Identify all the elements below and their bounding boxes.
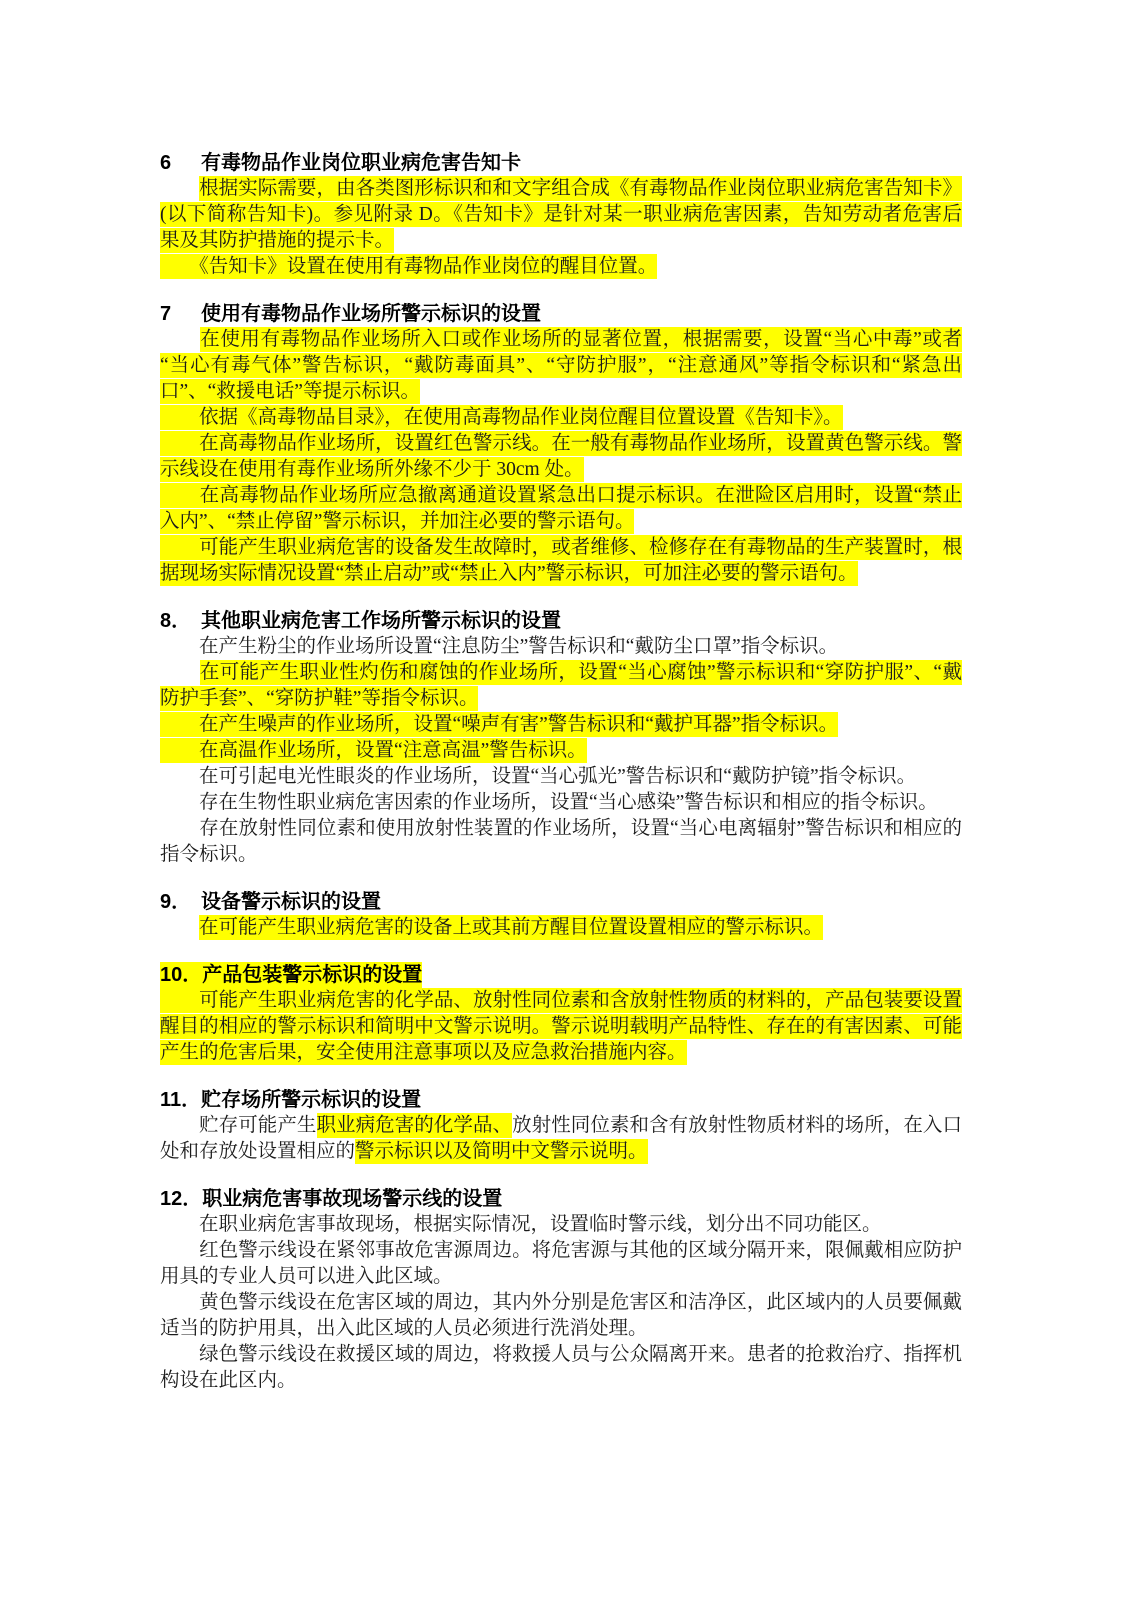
section-title: 贮存场所警示标识的设置 bbox=[201, 1089, 422, 1111]
paragraph bbox=[160, 431, 962, 483]
paragraph bbox=[160, 816, 962, 868]
document-content bbox=[160, 150, 962, 1415]
text-segment: 存在放射性同位素和使用放射性装置的作业场所，设置“当心电离辐射”警告标识和相应的指令标识。 bbox=[160, 818, 962, 865]
text-segment: 贮存可能产生 bbox=[160, 1115, 317, 1136]
highlighted-text: 在使用有毒物品作业场所入口或作业场所的显著位置，根据需要，设置“当心中毒”或者“当心有毒气体”警告标识，“戴防毒面具”、“守防护服”，“注意通风”等指令标识和“紧急出口”、“救援电话”等提示标识。 bbox=[160, 329, 962, 402]
highlighted-text: 依据《高毒物品目录》，在使用高毒物品作业岗位醒目位置设置《告知卡》。 bbox=[160, 407, 843, 428]
paragraph bbox=[160, 1290, 962, 1342]
section-9 bbox=[160, 889, 962, 941]
section-title: 有毒物品作业岗位职业病危害告知卡 bbox=[201, 152, 521, 174]
section-title: 其他职业病危害工作场所警示标识的设置 bbox=[201, 610, 561, 632]
section-12 bbox=[160, 1186, 962, 1394]
section-number: 8． bbox=[160, 610, 192, 632]
paragraph bbox=[160, 988, 962, 1066]
paragraph bbox=[160, 1342, 962, 1394]
section-title: 职业病危害事故现场警示线的设置 bbox=[202, 1188, 503, 1210]
section-number: 7 bbox=[160, 303, 172, 325]
highlighted-text: 在可能产生职业病危害的设备上或其前方醒目位置设置相应的警示标识。 bbox=[199, 917, 824, 938]
paragraph bbox=[160, 327, 962, 405]
paragraph bbox=[160, 634, 962, 660]
paragraph bbox=[160, 660, 962, 712]
paragraph bbox=[160, 1238, 962, 1290]
highlighted-text: 在高温作业场所，设置“注意高温”警告标识。 bbox=[160, 740, 587, 761]
section-heading bbox=[160, 1087, 962, 1113]
highlighted-text: 可能产生职业病危害的设备发生故障时，或者维修、检修存在有毒物品的生产装置时，根据现场实际情况设置“禁止启动”或“禁止入内”警示标识，可加注必要的警示语句。 bbox=[160, 537, 962, 584]
section-number: 11． bbox=[160, 1089, 202, 1111]
section-number: 12． bbox=[160, 1188, 203, 1210]
section-title: 设备警示标识的设置 bbox=[201, 891, 381, 913]
highlighted-heading bbox=[160, 962, 422, 988]
section-heading bbox=[160, 301, 962, 327]
text-segment: 红色警示线设在紧邻事故危害源周边。将危害源与其他的区域分隔开来，限佩戴相应防护用具的专业人员可以进入此区域。 bbox=[160, 1240, 962, 1287]
highlighted-text: 在可能产生职业性灼伤和腐蚀的作业场所，设置“当心腐蚀”警示标识和“穿防护服”、“戴防护手套”、“穿防护鞋”等指令标识。 bbox=[160, 662, 962, 709]
section-heading bbox=[160, 1186, 962, 1212]
section-heading bbox=[160, 150, 962, 176]
paragraph bbox=[160, 1113, 962, 1165]
text-segment: 存在生物性职业病危害因索的作业场所，设置“当心感染”警告标识和相应的指令标识。 bbox=[160, 792, 938, 813]
text-segment: 绿色警示线设在救援区域的周边，将救援人员与公众隔离开来。患者的抢救治疗、指挥机构设在此区内。 bbox=[160, 1344, 962, 1391]
paragraph bbox=[160, 535, 962, 587]
section-6 bbox=[160, 150, 962, 280]
paragraph bbox=[160, 790, 962, 816]
section-number: 9． bbox=[160, 891, 192, 913]
paragraph bbox=[160, 176, 962, 254]
text-segment: 在可引起电光性眼炎的作业场所，设置“当心弧光”警告标识和“戴防护镜”指令标识。 bbox=[160, 766, 917, 787]
paragraph bbox=[160, 738, 962, 764]
highlighted-text: 根据实际需要，由各类图形标识和和文字组合成《有毒物品作业岗位职业病危害告知卡》(以下简称告知卡)。参见附录 D。《告知卡》是针对某一职业病危害因素，告知劳动者危害后果及其防护措施的提示卡。 bbox=[160, 178, 962, 251]
text-segment: 放射性同位素和含有放射性物质材料的场所，在入口处和存放处设置相应的 bbox=[160, 1115, 962, 1162]
paragraph bbox=[160, 712, 962, 738]
paragraph bbox=[160, 254, 962, 280]
paragraph bbox=[160, 915, 962, 941]
section-number: 10． bbox=[160, 964, 203, 986]
highlighted-text: 在产生噪声的作业场所，设置“噪声有害”警告标识和“戴护耳器”指令标识。 bbox=[160, 714, 839, 735]
section-title: 产品包装警示标识的设置 bbox=[202, 964, 423, 986]
section-11 bbox=[160, 1087, 962, 1165]
paragraph bbox=[160, 1212, 962, 1238]
section-heading bbox=[160, 962, 962, 988]
paragraph bbox=[160, 405, 962, 431]
section-heading bbox=[160, 889, 962, 915]
highlighted-text: 《告知卡》设置在使用有毒物品作业岗位的醒目位置。 bbox=[160, 256, 658, 277]
text-segment bbox=[160, 329, 200, 350]
highlighted-text: 警示标识以及简明中文警示说明。 bbox=[355, 1141, 648, 1162]
text-segment bbox=[160, 662, 200, 683]
highlighted-text: 在高毒物品作业场所应急撤离通道设置紧急出口提示标识。在泄险区启用时，设置“禁止入内”、“禁止停留”警示标识，并加注必要的警示语句。 bbox=[160, 485, 962, 532]
section-number: 6 bbox=[160, 152, 172, 174]
highlighted-text: 在高毒物品作业场所，设置红色警示线。在一般有毒物品作业场所，设置黄色警示线。警示线设在使用有毒作业场所外缘不少于 30cm 处。 bbox=[160, 433, 962, 480]
paragraph bbox=[160, 764, 962, 790]
text-segment bbox=[160, 917, 199, 938]
text-segment: 在职业病危害事故现场，根据实际情况，设置临时警示线，划分出不同功能区。 bbox=[160, 1214, 882, 1235]
section-title: 使用有毒物品作业场所警示标识的设置 bbox=[201, 303, 541, 325]
section-heading bbox=[160, 608, 962, 634]
paragraph bbox=[160, 483, 962, 535]
section-10 bbox=[160, 962, 962, 1066]
section-7 bbox=[160, 301, 962, 587]
text-segment bbox=[160, 178, 199, 199]
text-segment: 在产生粉尘的作业场所设置“注息防尘”警告标识和“戴防尘口罩”指令标识。 bbox=[160, 636, 839, 657]
text-segment: 黄色警示线设在危害区域的周边，其内外分别是危害区和洁净区，此区域内的人员要佩戴适当的防护用具，出入此区域的人员必须进行洗消处理。 bbox=[160, 1292, 962, 1339]
highlighted-text: 职业病危害的化学品、 bbox=[316, 1115, 513, 1136]
section-8 bbox=[160, 608, 962, 868]
highlighted-text: 可能产生职业病危害的化学品、放射性同位素和含放射性物质的材料的，产品包装要设置醒目的相应的警示标识和简明中文警示说明。警示说明载明产品特性、存在的有害因素、可能产生的危害后果，安全使用注意事项以及应急救治措施内容。 bbox=[160, 990, 962, 1063]
